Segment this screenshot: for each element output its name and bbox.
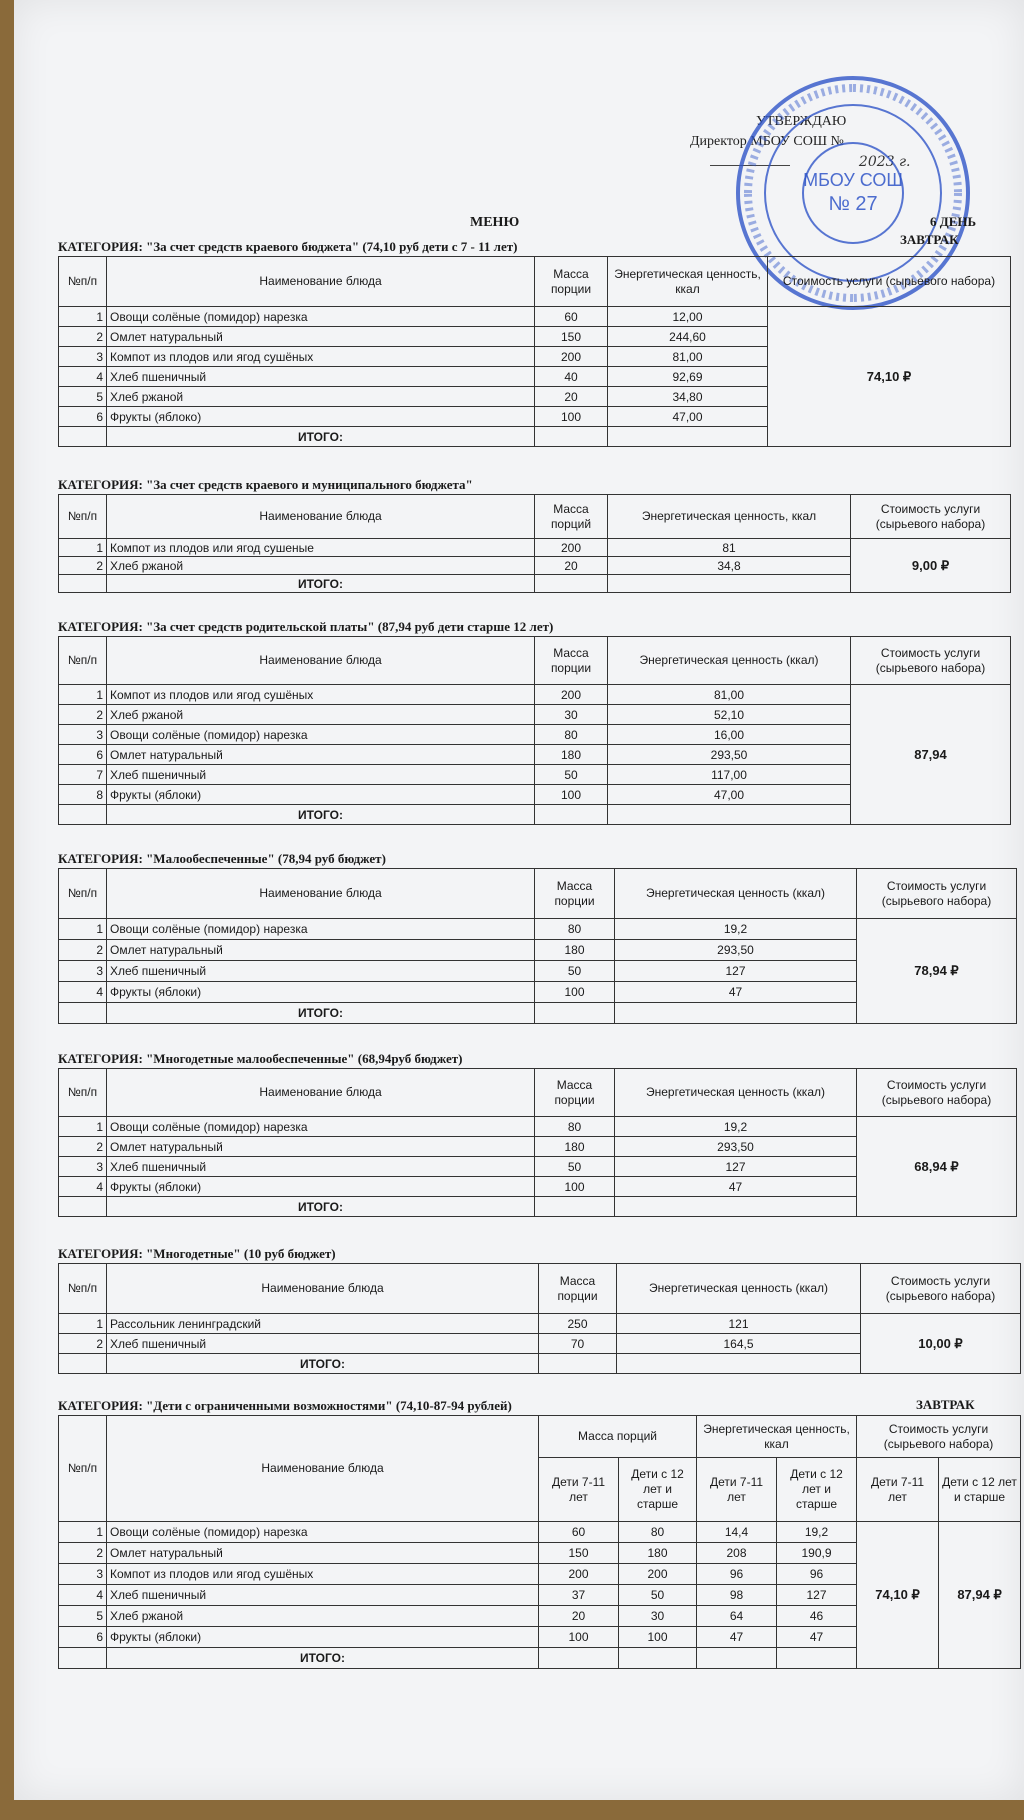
- col-num: №п/п: [59, 257, 107, 307]
- energy-7-11: 96: [697, 1564, 777, 1585]
- dish-name: Омлет натуральный: [107, 327, 535, 347]
- energy-12-plus: 127: [777, 1585, 857, 1606]
- group-7-11: Дети 7-11 лет: [539, 1458, 619, 1522]
- menu-table: [58, 636, 1011, 825]
- col-energy: Энергетическая ценность (ккал): [615, 1069, 857, 1117]
- dish-name: Компот из плодов или ягод сушёных: [107, 347, 535, 367]
- meal-label: ЗАВТРАК: [900, 232, 959, 247]
- energy-12-plus: 46: [777, 1606, 857, 1627]
- dish-name: Омлет натуральный: [107, 1543, 539, 1564]
- col-cost: Стоимость услуги (сырьевого набора): [857, 1416, 1021, 1458]
- dish-mass: 150: [535, 327, 608, 347]
- dish-name: Хлеб пшеничный: [107, 367, 535, 387]
- dish-mass: 50: [535, 1157, 615, 1177]
- dish-energy: 244,60: [608, 327, 768, 347]
- col-mass: Масса порции: [539, 1264, 617, 1314]
- col-name: Наименование блюда: [107, 495, 535, 539]
- dish-name: Фрукты (яблоки): [107, 1177, 535, 1197]
- mass-7-11: 60: [539, 1522, 619, 1543]
- col-energy: Энергетическая ценность (ккал): [608, 637, 851, 685]
- row-num: 1: [59, 539, 107, 557]
- dish-energy: 293,50: [608, 745, 851, 765]
- dish-mass: 100: [535, 1177, 615, 1197]
- dish-energy: 81,00: [608, 685, 851, 705]
- dish-mass: 60: [535, 307, 608, 327]
- dish-mass: 40: [535, 367, 608, 387]
- col-cost: Стоимость услуги (сырьевого набора): [861, 1264, 1021, 1314]
- dish-name: Хлеб ржаной: [107, 705, 535, 725]
- mass-12-plus: 50: [619, 1585, 697, 1606]
- total-label: ИТОГО:: [107, 1197, 535, 1217]
- mass-12-plus: 30: [619, 1606, 697, 1627]
- dish-name: Овощи солёные (помидор) нарезка: [107, 1522, 539, 1543]
- col-name: Наименование блюда: [107, 637, 535, 685]
- cost-12-plus: 87,94 ₽: [939, 1522, 1021, 1669]
- dish-energy: 121: [617, 1314, 861, 1334]
- dish-energy: 12,00: [608, 307, 768, 327]
- row-num: 1: [59, 685, 107, 705]
- section-4: [58, 850, 1017, 1024]
- row-num: 1: [59, 307, 107, 327]
- cost-value: 68,94 ₽: [857, 1117, 1017, 1217]
- dish-energy: 293,50: [615, 940, 857, 961]
- row-num: 3: [59, 1157, 107, 1177]
- category-title: КАТЕГОРИЯ: "За счет средств краевого бюджета" (74,10 руб дети с 7 - 11 лет): [58, 239, 518, 254]
- category-title: КАТЕГОРИЯ: "Дети с ограниченными возможностями" (74,10-87-94 рублей): [58, 1398, 512, 1413]
- dish-mass: 80: [535, 919, 615, 940]
- row-num: 2: [59, 1543, 107, 1564]
- dish-mass: 100: [535, 982, 615, 1003]
- dish-energy: 47,00: [608, 785, 851, 805]
- dish-name: Рассольник ленинградский: [107, 1314, 539, 1334]
- dish-energy: 47: [615, 1177, 857, 1197]
- row-num: 5: [59, 1606, 107, 1627]
- mass-12-plus: 200: [619, 1564, 697, 1585]
- total-label: ИТОГО:: [107, 1003, 535, 1024]
- dish-energy: 19,2: [615, 919, 857, 940]
- dish-name: Хлеб пшеничный: [107, 961, 535, 982]
- dish-mass: 250: [539, 1314, 617, 1334]
- col-mass: Масса порции: [535, 637, 608, 685]
- total-label: ИТОГО:: [107, 1648, 539, 1669]
- section-1: [58, 238, 1011, 447]
- col-mass: Масса порций: [535, 495, 608, 539]
- day-label: 6 ДЕНЬ: [930, 214, 977, 229]
- dish-energy: 47: [615, 982, 857, 1003]
- dish-name: Компот из плодов или ягод сушёных: [107, 685, 535, 705]
- dish-mass: 180: [535, 1137, 615, 1157]
- dish-name: Фрукты (яблоки): [107, 785, 535, 805]
- section-2: [58, 476, 1011, 593]
- row-num: 3: [59, 725, 107, 745]
- dish-energy: 34,8: [608, 557, 851, 575]
- dish-name: Компот из плодов или ягод сушеные: [107, 539, 535, 557]
- col-cost: Стоимость услуги (сырьевого набора): [768, 257, 1011, 307]
- group-12-plus: Дети с 12 лет и старше: [939, 1458, 1021, 1522]
- dish-energy: 92,69: [608, 367, 768, 387]
- cost-value: 87,94: [851, 685, 1011, 825]
- row-num: 3: [59, 961, 107, 982]
- dish-energy: 164,5: [617, 1334, 861, 1354]
- dish-name: Хлеб ржаной: [107, 1606, 539, 1627]
- col-name: Наименование блюда: [107, 1069, 535, 1117]
- section-6: [58, 1245, 1021, 1374]
- dish-name: Омлет натуральный: [107, 745, 535, 765]
- row-num: 1: [59, 1522, 107, 1543]
- dish-energy: 81: [608, 539, 851, 557]
- row-num: 4: [59, 982, 107, 1003]
- cost-value: 10,00 ₽: [861, 1314, 1021, 1374]
- menu-table: [58, 1415, 1021, 1669]
- row-num: 4: [59, 1177, 107, 1197]
- dish-name: Омлет натуральный: [107, 1137, 535, 1157]
- row-num: 2: [59, 1334, 107, 1354]
- row-num: 1: [59, 1117, 107, 1137]
- dish-mass: 180: [535, 940, 615, 961]
- dish-name: Овощи солёные (помидор) нарезка: [107, 307, 535, 327]
- col-cost: Стоимость услуги (сырьевого набора): [851, 495, 1011, 539]
- dish-energy: 127: [615, 1157, 857, 1177]
- section-5: [58, 1050, 1017, 1217]
- row-num: 8: [59, 785, 107, 805]
- dish-name: Хлеб пшеничный: [107, 1157, 535, 1177]
- energy-12-plus: 96: [777, 1564, 857, 1585]
- row-num: 2: [59, 1137, 107, 1157]
- cost-value: 74,10 ₽: [768, 307, 1011, 447]
- menu-table: [58, 256, 1011, 447]
- menu-table: [58, 494, 1011, 593]
- row-num: 3: [59, 1564, 107, 1585]
- row-num: 5: [59, 387, 107, 407]
- dish-name: Омлет натуральный: [107, 940, 535, 961]
- col-mass: Масса порции: [535, 1069, 615, 1117]
- cost-value: 78,94 ₽: [857, 919, 1017, 1024]
- total-label: ИТОГО:: [107, 575, 535, 593]
- dish-energy: 34,80: [608, 387, 768, 407]
- dish-name: Хлеб пшеничный: [107, 1334, 539, 1354]
- seal-number-text: № 27: [828, 193, 878, 215]
- mass-7-11: 200: [539, 1564, 619, 1585]
- col-name: Наименование блюда: [107, 1416, 539, 1522]
- director-line: Директор МБОУ СОШ №: [690, 134, 844, 149]
- row-num: 2: [59, 557, 107, 575]
- energy-7-11: 208: [697, 1543, 777, 1564]
- seal-school-text: МБОУ СОШ: [803, 170, 903, 190]
- approve-title: УТВЕРЖДАЮ: [756, 114, 847, 129]
- col-cost: Стоимость услуги (сырьевого набора): [851, 637, 1011, 685]
- col-num: №п/п: [59, 1264, 107, 1314]
- category-title: КАТЕГОРИЯ: "За счет средств краевого и муниципального бюджета": [58, 477, 473, 492]
- energy-7-11: 98: [697, 1585, 777, 1606]
- dish-mass: 200: [535, 539, 608, 557]
- col-name: Наименование блюда: [107, 257, 535, 307]
- dish-mass: 200: [535, 685, 608, 705]
- row-num: 6: [59, 745, 107, 765]
- mass-12-plus: 100: [619, 1627, 697, 1648]
- year-label: 2023 г.: [858, 154, 911, 170]
- meal-label: ЗАВТРАК: [916, 1397, 975, 1412]
- col-cost: Стоимость услуги (сырьевого набора): [857, 869, 1017, 919]
- category-title: КАТЕГОРИЯ: "Многодетные малообеспеченные" (68,94руб бюджет): [58, 1051, 463, 1066]
- menu-table: [58, 868, 1017, 1024]
- dish-energy: 117,00: [608, 765, 851, 785]
- dish-name: Хлеб ржаной: [107, 557, 535, 575]
- dish-mass: 20: [535, 387, 608, 407]
- category-title: КАТЕГОРИЯ: "За счет средств родительской платы" (87,94 руб дети старше 12 лет): [58, 619, 554, 634]
- group-7-11: Дети 7-11 лет: [857, 1458, 939, 1522]
- dish-name: Хлеб ржаной: [107, 387, 535, 407]
- dish-mass: 80: [535, 725, 608, 745]
- dish-energy: 293,50: [615, 1137, 857, 1157]
- dish-mass: 50: [535, 961, 615, 982]
- energy-7-11: 14,4: [697, 1522, 777, 1543]
- dish-mass: 200: [535, 347, 608, 367]
- col-energy: Энергетическая ценность (ккал): [615, 869, 857, 919]
- energy-7-11: 47: [697, 1627, 777, 1648]
- col-name: Наименование блюда: [107, 869, 535, 919]
- menu-table: [58, 1068, 1017, 1217]
- row-num: 4: [59, 1585, 107, 1606]
- dish-mass: 50: [535, 765, 608, 785]
- col-energy: Энергетическая ценность, ккал: [697, 1416, 857, 1458]
- group-12-plus: Дети с 12 лет и старше: [619, 1458, 697, 1522]
- energy-7-11: 64: [697, 1606, 777, 1627]
- mass-12-plus: 80: [619, 1522, 697, 1543]
- dish-name: Фрукты (яблоки): [107, 982, 535, 1003]
- row-num: 6: [59, 407, 107, 427]
- mass-7-11: 150: [539, 1543, 619, 1564]
- section-3: [58, 618, 1011, 825]
- mass-7-11: 20: [539, 1606, 619, 1627]
- col-num: №п/п: [59, 495, 107, 539]
- dish-name: Хлеб пшеничный: [107, 1585, 539, 1606]
- col-name: Наименование блюда: [107, 1264, 539, 1314]
- energy-12-plus: 190,9: [777, 1543, 857, 1564]
- dish-energy: 19,2: [615, 1117, 857, 1137]
- col-mass: Масса порции: [535, 869, 615, 919]
- col-energy: Энергетическая ценность, ккал: [608, 257, 768, 307]
- dish-name: Компот из плодов или ягод сушёных: [107, 1564, 539, 1585]
- cost-value: 9,00 ₽: [851, 539, 1011, 593]
- row-num: 1: [59, 1314, 107, 1334]
- dish-energy: 16,00: [608, 725, 851, 745]
- row-num: 1: [59, 919, 107, 940]
- dish-energy: 81,00: [608, 347, 768, 367]
- row-num: 6: [59, 1627, 107, 1648]
- dish-energy: 52,10: [608, 705, 851, 725]
- energy-12-plus: 19,2: [777, 1522, 857, 1543]
- menu-table: [58, 1263, 1021, 1374]
- col-num: №п/п: [59, 637, 107, 685]
- dish-mass: 100: [535, 785, 608, 805]
- dish-energy: 127: [615, 961, 857, 982]
- col-cost: Стоимость услуги (сырьевого набора): [857, 1069, 1017, 1117]
- row-num: 2: [59, 940, 107, 961]
- group-7-11: Дети 7-11 лет: [697, 1458, 777, 1522]
- row-num: 2: [59, 327, 107, 347]
- total-label: ИТОГО:: [107, 427, 535, 447]
- col-num: №п/п: [59, 1416, 107, 1522]
- mass-7-11: 100: [539, 1627, 619, 1648]
- menu-title: МЕНЮ: [470, 215, 520, 230]
- energy-12-plus: 47: [777, 1627, 857, 1648]
- dish-name: Овощи солёные (помидор) нарезка: [107, 919, 535, 940]
- row-num: 4: [59, 367, 107, 387]
- col-mass: Масса порций: [539, 1416, 697, 1458]
- mass-7-11: 37: [539, 1585, 619, 1606]
- group-12-plus: Дети с 12 лет и старше: [777, 1458, 857, 1522]
- dish-name: Фрукты (яблоки): [107, 1627, 539, 1648]
- dish-mass: 20: [535, 557, 608, 575]
- total-label: ИТОГО:: [107, 1354, 539, 1374]
- dish-mass: 180: [535, 745, 608, 765]
- total-label: ИТОГО:: [107, 805, 535, 825]
- dish-name: Овощи солёные (помидор) нарезка: [107, 1117, 535, 1137]
- section-special: [58, 1397, 1021, 1669]
- mass-12-plus: 180: [619, 1543, 697, 1564]
- row-num: 3: [59, 347, 107, 367]
- dish-mass: 70: [539, 1334, 617, 1354]
- row-num: 7: [59, 765, 107, 785]
- col-num: №п/п: [59, 869, 107, 919]
- dish-name: Фрукты (яблоко): [107, 407, 535, 427]
- category-title: КАТЕГОРИЯ: "Малообеспеченные" (78,94 руб бюджет): [58, 851, 386, 866]
- row-num: 2: [59, 705, 107, 725]
- col-mass: Масса порции: [535, 257, 608, 307]
- dish-mass: 80: [535, 1117, 615, 1137]
- dish-name: Овощи солёные (помидор) нарезка: [107, 725, 535, 745]
- cost-7-11: 74,10 ₽: [857, 1522, 939, 1669]
- col-energy: Энергетическая ценность, ккал: [608, 495, 851, 539]
- dish-mass: 100: [535, 407, 608, 427]
- category-title: КАТЕГОРИЯ: "Многодетные" (10 руб бюджет): [58, 1246, 336, 1261]
- dish-energy: 47,00: [608, 407, 768, 427]
- dish-mass: 30: [535, 705, 608, 725]
- col-num: №п/п: [59, 1069, 107, 1117]
- dish-name: Хлеб пшеничный: [107, 765, 535, 785]
- col-energy: Энергетическая ценность (ккал): [617, 1264, 861, 1314]
